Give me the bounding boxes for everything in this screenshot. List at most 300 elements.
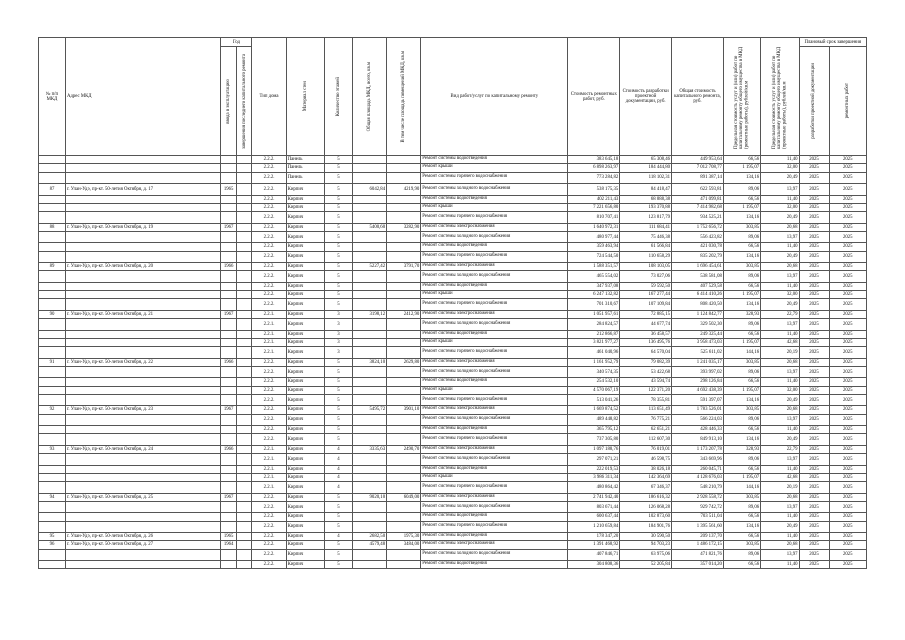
cell-planned-design: 2025 — [799, 282, 829, 290]
table-row — [39, 195, 867, 203]
cell-house-type: 2.2.2. — [252, 358, 286, 366]
cell-year-reconstruction — [236, 263, 252, 271]
cell-address — [65, 172, 220, 184]
cell-num — [39, 378, 66, 386]
cell-design-cost: 126 068,28 — [620, 501, 672, 513]
cell-work-type: Ремонт системы горячего водоснабжения — [421, 172, 568, 184]
cell-floors: 5 — [324, 212, 352, 224]
cell-planned-works: 2025 — [829, 243, 866, 251]
cell-max-cost-design: 11,40 — [761, 195, 799, 203]
cell-max-cost-works: 89,06 — [723, 184, 760, 196]
cell-work-type: Ремонт системы водоотведения — [421, 195, 568, 203]
table-row — [39, 319, 867, 331]
cell-total-cost: 703 511,04 — [672, 513, 724, 521]
cell-total-area — [352, 366, 386, 378]
cell-wall-material: Кирпич — [286, 482, 324, 494]
cell-house-type: 2.2.2. — [252, 223, 286, 231]
cell-max-cost-works: 134,16 — [723, 394, 760, 406]
cell-house-type: 2.2.2. — [252, 513, 286, 521]
cell-max-cost-works: 66,56 — [723, 195, 760, 203]
cell-wall-material: Кирпич — [286, 549, 324, 561]
cell-residential-area — [387, 156, 421, 164]
cell-planned-design: 2025 — [799, 184, 829, 196]
cell-address — [65, 434, 220, 446]
cell-year-commission — [221, 454, 237, 466]
cell-address — [65, 386, 220, 394]
cell-floors: 5 — [324, 223, 352, 231]
cell-year-commission — [221, 473, 237, 481]
cell-max-cost-design: 11,40 — [761, 513, 799, 521]
cell-address — [65, 366, 220, 378]
cell-total-area — [352, 454, 386, 466]
cell-residential-area — [387, 366, 421, 378]
cell-year-commission: 1966 — [221, 445, 237, 453]
cell-year-commission: 1967 — [221, 406, 237, 414]
cell-design-cost: 64 570,04 — [620, 347, 672, 359]
cell-work-cost: 6 247 132,82 — [568, 291, 620, 299]
cell-address — [65, 203, 220, 211]
cell-total-area — [352, 549, 386, 561]
cell-planned-design: 2025 — [799, 156, 829, 164]
cell-floors: 3 — [324, 347, 352, 359]
cell-house-type: 2.2.2. — [252, 549, 286, 561]
cell-design-cost: 94 703,23 — [620, 541, 672, 549]
cell-year-commission — [221, 549, 237, 561]
cell-year-reconstruction — [236, 223, 252, 231]
cell-design-cost: 136 495,76 — [620, 338, 672, 346]
cell-max-cost-works: 1 195,07 — [723, 473, 760, 481]
cell-residential-area — [387, 299, 421, 311]
cell-wall-material: Кирпич — [286, 310, 324, 318]
cell-planned-design: 2025 — [799, 521, 829, 533]
cell-floors: 5 — [324, 394, 352, 406]
cell-house-type: 2.2.2. — [252, 299, 286, 311]
header-planned: Плановый срок завершения — [799, 38, 867, 47]
cell-planned-works: 2025 — [829, 533, 866, 541]
cell-total-cost: 566 224,03 — [672, 414, 724, 426]
cell-house-type: 2.2.2. — [252, 394, 286, 406]
cell-house-type: 2.2.2. — [252, 493, 286, 501]
cell-year-reconstruction — [236, 465, 252, 473]
cell-residential-area — [387, 561, 421, 569]
cell-work-type: Ремонт системы холодного водоснабжения — [421, 454, 568, 466]
cell-design-cost: 73 027,06 — [620, 271, 672, 283]
cell-year-commission — [221, 414, 237, 426]
cell-residential-area: 3282,90 — [387, 223, 421, 231]
cell-address — [65, 454, 220, 466]
cell-total-cost: 4 692 438,39 — [672, 386, 724, 394]
cell-total-area — [352, 251, 386, 263]
cell-num: 89 — [39, 263, 66, 271]
cell-planned-design: 2025 — [799, 414, 829, 426]
cell-max-cost-design: 11,40 — [761, 330, 799, 338]
cell-max-cost-design: 13,97 — [761, 549, 799, 561]
cell-wall-material: Кирпич — [286, 386, 324, 394]
cell-floors: 5 — [324, 172, 352, 184]
cell-total-area: 5400,60 — [352, 223, 386, 231]
cell-total-area — [352, 473, 386, 481]
cell-address — [65, 549, 220, 561]
cell-residential-area — [387, 291, 421, 299]
cell-total-cost: 7 414 982,68 — [672, 203, 724, 211]
cell-work-cost: 1 391 468,92 — [568, 541, 620, 549]
cell-residential-area — [387, 378, 421, 386]
cell-work-type: Ремонт крыши — [421, 291, 568, 299]
cell-wall-material: Кирпич — [286, 493, 324, 501]
cell-planned-works: 2025 — [829, 493, 866, 501]
cell-design-cost: 68 888,38 — [620, 195, 672, 203]
cell-max-cost-design: 20,49 — [761, 212, 799, 224]
cell-planned-design: 2025 — [799, 164, 829, 172]
cell-total-area — [352, 319, 386, 331]
cell-year-reconstruction — [236, 251, 252, 263]
cell-year-reconstruction — [236, 366, 252, 378]
cell-total-area: 9020,10 — [352, 493, 386, 501]
cell-house-type: 2.2.2. — [252, 291, 286, 299]
cell-year-commission — [221, 299, 237, 311]
cell-year-reconstruction — [236, 426, 252, 434]
cell-max-cost-design: 20,49 — [761, 172, 799, 184]
cell-total-cost: 3 958 473,03 — [672, 338, 724, 346]
cell-address — [65, 291, 220, 299]
cell-max-cost-works: 134,16 — [723, 172, 760, 184]
cell-total-cost: 471 099,81 — [672, 195, 724, 203]
cell-work-cost: 212 866,87 — [568, 330, 620, 338]
cell-work-cost: 461 040,96 — [568, 347, 620, 359]
cell-max-cost-design: 20,49 — [761, 394, 799, 406]
cell-planned-works: 2025 — [829, 164, 866, 172]
table-row — [39, 291, 867, 299]
cell-wall-material: Кирпич — [286, 212, 324, 224]
cell-work-type: Ремонт системы холодного водоснабжения — [421, 366, 568, 378]
cell-year-commission — [221, 513, 237, 521]
cell-wall-material: Кирпич — [286, 426, 324, 434]
cell-max-cost-works: 1 195,07 — [723, 386, 760, 394]
cell-design-cost: 193 370,88 — [620, 203, 672, 211]
cell-max-cost-works: 303,85 — [723, 223, 760, 231]
cell-total-area — [352, 386, 386, 394]
cell-year-reconstruction — [236, 493, 252, 501]
cell-wall-material: Кирпич — [286, 434, 324, 446]
cell-design-cost: 112 607,30 — [620, 434, 672, 446]
cell-planned-works: 2025 — [829, 212, 866, 224]
cell-year-commission — [221, 386, 237, 394]
cell-max-cost-design: 32,00 — [761, 291, 799, 299]
cell-work-cost: 7 221 656,80 — [568, 203, 620, 211]
cell-house-type: 2.2.1. — [252, 319, 286, 331]
cell-wall-material: Кирпич — [286, 319, 324, 331]
cell-address: г. Улан-Удэ, пр-кт. 50-летия Октября, д. 23 — [65, 406, 220, 414]
cell-planned-design: 2025 — [799, 358, 829, 366]
cell-work-type: Ремонт системы электроснабжения — [421, 541, 568, 549]
cell-residential-area — [387, 347, 421, 359]
cell-total-area — [352, 243, 386, 251]
cell-max-cost-design: 32,00 — [761, 386, 799, 394]
cell-num — [39, 212, 66, 224]
cell-work-cost: 1 588 351,57 — [568, 263, 620, 271]
cell-max-cost-design: 20,68 — [761, 358, 799, 366]
cell-work-type: Ремонт системы горячего водоснабжения — [421, 482, 568, 494]
repair-plan-table — [38, 37, 867, 569]
cell-planned-works: 2025 — [829, 366, 866, 378]
cell-planned-works: 2025 — [829, 434, 866, 446]
cell-max-cost-design: 42,68 — [761, 473, 799, 481]
header-address: Адрес МКД — [65, 38, 220, 156]
cell-max-cost-design: 20,68 — [761, 263, 799, 271]
cell-work-cost: 513 041,26 — [568, 394, 620, 406]
cell-max-cost-design: 11,40 — [761, 243, 799, 251]
cell-num: 92 — [39, 406, 66, 414]
cell-work-type: Ремонт системы водоотведения — [421, 426, 568, 434]
cell-residential-area — [387, 434, 421, 446]
cell-planned-design: 2025 — [799, 223, 829, 231]
cell-residential-area — [387, 330, 421, 338]
cell-residential-area — [387, 251, 421, 263]
cell-total-cost: 329 502,30 — [672, 319, 724, 331]
cell-residential-area — [387, 203, 421, 211]
cell-address — [65, 513, 220, 521]
table-row — [39, 263, 867, 271]
cell-planned-works: 2025 — [829, 223, 866, 231]
table-row — [39, 172, 867, 184]
cell-house-type: 2.2.2. — [252, 366, 286, 378]
cell-floors: 5 — [324, 243, 352, 251]
cell-work-type: Ремонт системы водоотведения — [421, 330, 568, 338]
cell-year-reconstruction — [236, 338, 252, 346]
cell-total-cost: 260 045,71 — [672, 465, 724, 473]
cell-total-cost: 591 397,07 — [672, 394, 724, 406]
header-total-area: Общая площадь МКД, всего, кв.м — [352, 38, 386, 156]
cell-residential-area — [387, 243, 421, 251]
cell-house-type: 2.2.1. — [252, 473, 286, 481]
cell-work-type: Ремонт системы электроснабжения — [421, 358, 568, 366]
cell-year-commission: 1964 — [221, 541, 237, 549]
cell-total-cost: 249 325,44 — [672, 330, 724, 338]
cell-address — [65, 378, 220, 386]
cell-house-type: 2.2.2. — [252, 231, 286, 243]
cell-max-cost-design: 13,97 — [761, 501, 799, 513]
cell-max-cost-works: 1 195,07 — [723, 291, 760, 299]
cell-address — [65, 299, 220, 311]
cell-work-type: Ремонт системы холодного водоснабжения — [421, 319, 568, 331]
cell-wall-material: Кирпич — [286, 561, 324, 569]
header-house-type: Тип дома — [252, 38, 286, 156]
cell-residential-area — [387, 319, 421, 331]
cell-design-cost: 59 592,50 — [620, 282, 672, 290]
cell-year-commission: 1967 — [221, 223, 237, 231]
cell-work-cost: 600 637,44 — [568, 513, 620, 521]
cell-address — [65, 414, 220, 426]
cell-work-cost: 6 898 263,97 — [568, 164, 620, 172]
cell-design-cost: 102 873,60 — [620, 513, 672, 521]
cell-planned-design: 2025 — [799, 338, 829, 346]
cell-total-cost: 622 593,81 — [672, 184, 724, 196]
cell-total-cost: 449 953,64 — [672, 156, 724, 164]
cell-work-type: Ремонт системы горячего водоснабжения — [421, 347, 568, 359]
cell-house-type: 2.2.2. — [252, 434, 286, 446]
cell-design-cost: 113 651,49 — [620, 406, 672, 414]
cell-planned-design: 2025 — [799, 454, 829, 466]
cell-address — [65, 319, 220, 331]
cell-planned-works: 2025 — [829, 561, 866, 569]
cell-max-cost-design: 11,40 — [761, 426, 799, 434]
cell-year-commission — [221, 338, 237, 346]
cell-work-cost: 3 986 311,34 — [568, 473, 620, 481]
cell-residential-area: 6049,00 — [387, 493, 421, 501]
cell-wall-material: Кирпич — [286, 533, 324, 541]
header-planned-design: разработки проектной документации — [799, 47, 829, 156]
cell-wall-material: Кирпич — [286, 465, 324, 473]
cell-work-cost: 2 741 942,40 — [568, 493, 620, 501]
cell-total-cost: 835 202,79 — [672, 251, 724, 263]
cell-wall-material: Кирпич — [286, 223, 324, 231]
table-row — [39, 465, 867, 473]
cell-work-type: Ремонт системы водоотведения — [421, 465, 568, 473]
cell-house-type: 2.2.1. — [252, 338, 286, 346]
cell-planned-design: 2025 — [799, 347, 829, 359]
header-year-reconstruction: завершения последнего капитального ремонта — [236, 47, 252, 156]
cell-planned-works: 2025 — [829, 358, 866, 366]
cell-year-reconstruction — [236, 212, 252, 224]
cell-house-type: 2.2.2. — [252, 156, 286, 164]
cell-year-reconstruction — [236, 434, 252, 446]
cell-total-cost: 1 241 035,17 — [672, 358, 724, 366]
cell-total-cost: 556 423,82 — [672, 231, 724, 243]
cell-planned-works: 2025 — [829, 282, 866, 290]
cell-max-cost-works: 134,16 — [723, 521, 760, 533]
cell-num: 91 — [39, 358, 66, 366]
cell-planned-design: 2025 — [799, 203, 829, 211]
cell-address: г. Улан-Удэ, пр-кт. 50-летия Октября, д. 25 — [65, 493, 220, 501]
cell-work-cost: 383 645,18 — [568, 156, 620, 164]
cell-residential-area — [387, 482, 421, 494]
cell-work-type: Ремонт системы электроснабжения — [421, 223, 568, 231]
cell-wall-material: Кирпич — [286, 501, 324, 513]
cell-max-cost-design: 20,68 — [761, 223, 799, 231]
cell-work-cost: 803 671,44 — [568, 501, 620, 513]
cell-num — [39, 482, 66, 494]
cell-year-reconstruction — [236, 533, 252, 541]
cell-residential-area — [387, 386, 421, 394]
cell-wall-material: Панель — [286, 172, 324, 184]
cell-planned-design: 2025 — [799, 493, 829, 501]
cell-work-type: Ремонт системы водоотведения — [421, 513, 568, 521]
cell-work-type: Ремонт крыши — [421, 386, 568, 394]
cell-residential-area — [387, 521, 421, 533]
cell-residential-area — [387, 414, 421, 426]
table-row — [39, 212, 867, 224]
cell-house-type: 2.2.2. — [252, 561, 286, 569]
cell-planned-design: 2025 — [799, 406, 829, 414]
cell-total-cost: 548 210,79 — [672, 482, 724, 494]
cell-planned-design: 2025 — [799, 172, 829, 184]
cell-residential-area: 3901,10 — [387, 406, 421, 414]
cell-year-reconstruction — [236, 310, 252, 318]
table-row — [39, 493, 867, 501]
cell-work-type: Ремонт системы электроснабжения — [421, 263, 568, 271]
cell-work-cost: 407 846,71 — [568, 549, 620, 561]
cell-floors: 3 — [324, 338, 352, 346]
cell-year-reconstruction — [236, 243, 252, 251]
cell-house-type: 2.2.2. — [252, 251, 286, 263]
cell-residential-area: 2629,80 — [387, 358, 421, 366]
cell-residential-area: 1975,30 — [387, 533, 421, 541]
cell-work-type: Ремонт крыши — [421, 338, 568, 346]
cell-max-cost-design: 11,40 — [761, 378, 799, 386]
cell-floors: 5 — [324, 426, 352, 434]
cell-total-area: 5227,42 — [352, 263, 386, 271]
cell-year-reconstruction — [236, 271, 252, 283]
cell-max-cost-works: 66,56 — [723, 533, 760, 541]
cell-design-cost: 184 901,76 — [620, 521, 672, 533]
cell-max-cost-works: 89,06 — [723, 454, 760, 466]
cell-max-cost-design: 20,19 — [761, 347, 799, 359]
cell-floors: 4 — [324, 445, 352, 453]
cell-year-reconstruction — [236, 203, 252, 211]
header-planned-works: ремонтных работ — [829, 47, 866, 156]
cell-floors: 5 — [324, 513, 352, 521]
cell-total-cost: 934 525,21 — [672, 212, 724, 224]
cell-address — [65, 482, 220, 494]
cell-total-area: 4579,48 — [352, 541, 386, 549]
cell-address: г. Улан-Удэ, пр-кт. 50-летия Октября, д. 17 — [65, 184, 220, 196]
cell-year-reconstruction — [236, 184, 252, 196]
table-row — [39, 310, 867, 318]
cell-total-cost: 6 414 410,26 — [672, 291, 724, 299]
header-work-cost: Стоимость ремонтных работ, руб. — [568, 38, 620, 156]
cell-year-reconstruction — [236, 347, 252, 359]
cell-house-type: 2.2.1. — [252, 347, 286, 359]
cell-wall-material: Кирпич — [286, 445, 324, 453]
cell-work-cost: 773 284,82 — [568, 172, 620, 184]
cell-max-cost-works: 1 195,07 — [723, 164, 760, 172]
cell-max-cost-works: 89,06 — [723, 414, 760, 426]
table-row — [39, 223, 867, 231]
cell-work-type: Ремонт системы водоотведения — [421, 156, 568, 164]
cell-total-cost: 1 395 561,60 — [672, 521, 724, 533]
cell-max-cost-works: 134,16 — [723, 434, 760, 446]
cell-year-reconstruction — [236, 378, 252, 386]
cell-wall-material: Кирпич — [286, 358, 324, 366]
cell-planned-works: 2025 — [829, 319, 866, 331]
cell-total-cost: 849 913,10 — [672, 434, 724, 446]
cell-work-type: Ремонт системы электроснабжения — [421, 445, 568, 453]
cell-house-type: 2.2.2. — [252, 521, 286, 533]
cell-planned-works: 2025 — [829, 549, 866, 561]
cell-planned-design: 2025 — [799, 212, 829, 224]
cell-total-area — [352, 203, 386, 211]
cell-planned-design: 2025 — [799, 310, 829, 318]
cell-address: г. Улан-Удэ, пр-кт. 50-летия Октября, д. 22 — [65, 358, 220, 366]
cell-planned-works: 2025 — [829, 251, 866, 263]
header-max-cost-design: Предельная стоимость услуг и (или) работ по капитальному ремонту общего имущества в МКД (проектные работы), рублей/кв.м — [761, 38, 799, 156]
table-body — [39, 156, 867, 569]
cell-work-cost: 480 864,42 — [568, 482, 620, 494]
table-row — [39, 445, 867, 453]
cell-max-cost-works: 303,85 — [723, 263, 760, 271]
cell-residential-area — [387, 282, 421, 290]
cell-work-type: Ремонт системы холодного водоснабжения — [421, 549, 568, 561]
cell-total-area — [352, 434, 386, 446]
cell-address: г. Улан-Удэ, пр-кт. 50-летия Октября, д. 19 — [65, 223, 220, 231]
cell-residential-area — [387, 172, 421, 184]
cell-work-cost: 3 821 977,27 — [568, 338, 620, 346]
cell-planned-design: 2025 — [799, 465, 829, 473]
cell-floors: 5 — [324, 406, 352, 414]
cell-wall-material: Кирпич — [286, 338, 324, 346]
cell-residential-area: 4219,90 — [387, 184, 421, 196]
cell-address: г. Улан-Удэ, пр-кт. 50-летия Октября, д. 21 — [65, 310, 220, 318]
